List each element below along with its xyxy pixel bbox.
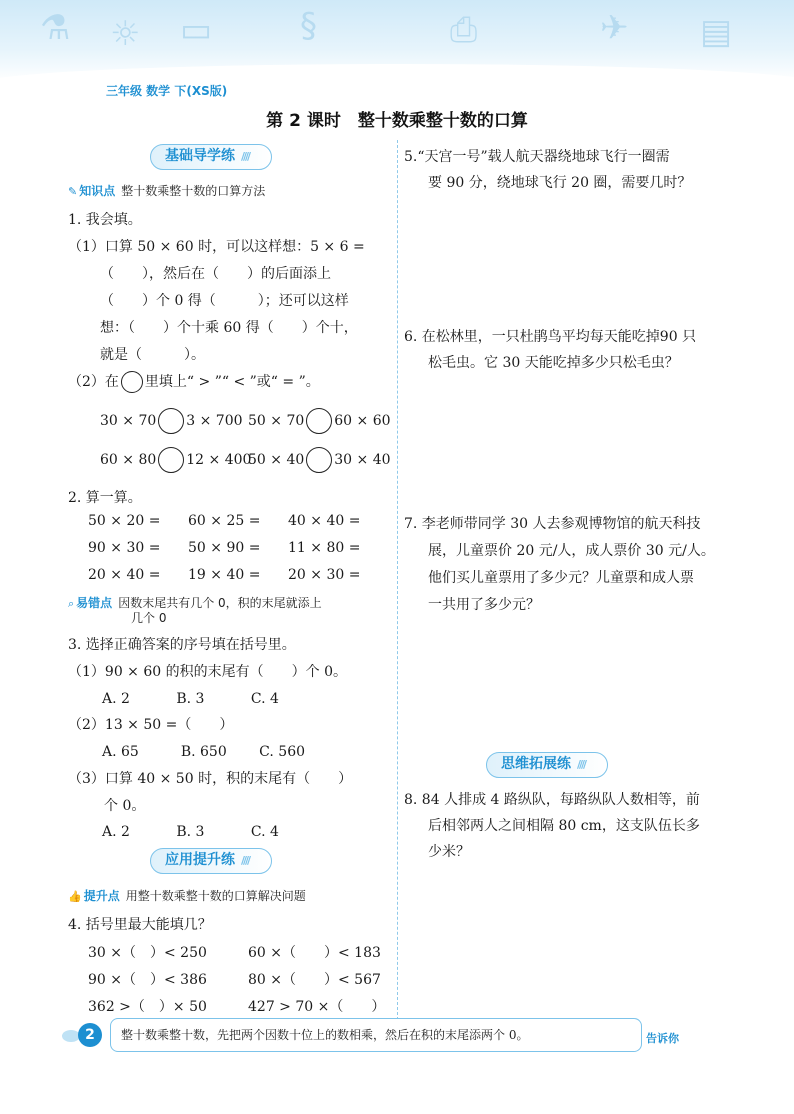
question-3-1: （1）90 × 60 的积的末尾有（ ）个 0。 <box>68 664 347 680</box>
flask-icon: ⚗ <box>40 8 71 48</box>
fill-item: 30 ×（ ）< 250 <box>88 945 207 961</box>
header-banner <box>0 0 794 82</box>
section-applied-practice <box>150 848 272 874</box>
answer-circle[interactable] <box>306 408 332 434</box>
tag-label: 提升点 <box>83 889 120 903</box>
bars-icon: //// <box>577 758 586 771</box>
choice-options: A. 65 B. 650 C. 560 <box>102 744 306 760</box>
tag-text: 几个 0 <box>131 611 167 625</box>
question-3: 3. 选择正确答案的序号填在括号里。 <box>68 637 296 653</box>
tag-text: 用整十数乘整十数的口算解决问题 <box>125 889 306 903</box>
book-icon: ▤ <box>700 12 733 52</box>
q2-suffix: 里填上“ > ”“ < ”或“ = ”。 <box>144 374 320 390</box>
calc-item: 11 × 80 = <box>288 540 361 556</box>
banner-wave <box>0 64 794 82</box>
question-6-cont: 松毛虫。它 30 天能吃掉多少只松毛虫？ <box>428 355 679 371</box>
fill-item: 60 ×（ ）< 183 <box>248 945 381 961</box>
book-icon: ▭ <box>180 10 213 50</box>
compare-left: 50 × 40 <box>248 452 305 468</box>
question-2: 2. 算一算。 <box>68 490 142 506</box>
question-5-cont: 要 90 分，绕地球飞行 20 圈，需要几时？ <box>428 175 692 191</box>
question-8-cont: 少米？ <box>428 844 470 860</box>
calc-item: 19 × 40 = <box>188 567 261 583</box>
question-1-line: （ ），然后在（ ）的后面添上 <box>100 266 331 282</box>
answer-circle[interactable] <box>158 447 184 473</box>
fill-item: 90 ×（ ）< 386 <box>88 972 207 988</box>
question-1-2 <box>68 371 320 393</box>
compare-right: 30 × 40 <box>334 452 391 468</box>
tip-box <box>110 1018 642 1052</box>
question-1-line: （ ）个 0 得（ ）；还可以这样 <box>100 293 349 309</box>
section-title: 应用提升练 <box>165 852 235 868</box>
answer-circle[interactable] <box>306 447 332 473</box>
satellite-icon: ✈ <box>600 8 629 48</box>
bars-icon: //// <box>241 150 250 163</box>
section-title: 思维拓展练 <box>501 756 571 772</box>
choice-options: A. 2 B. 3 C. 4 <box>102 691 279 707</box>
calc-item: 50 × 20 = <box>88 513 161 529</box>
dna-icon: § <box>300 6 317 46</box>
compare-left: 50 × 70 <box>248 413 305 429</box>
tag-text: 整十数乘整十数的口算方法 <box>121 184 266 198</box>
knowledge-tag <box>68 182 265 199</box>
compare-row <box>248 408 391 434</box>
pencil-icon: ✎ <box>68 185 78 198</box>
fill-item: 362 >（ ）× 50 <box>88 999 207 1015</box>
bars-icon: //// <box>241 854 250 867</box>
compare-right: 12 × 400 <box>186 452 252 468</box>
question-1-line: 就是（ ）。 <box>100 347 205 363</box>
mistake-tag-continued <box>131 609 166 626</box>
compare-left: 60 × 80 <box>100 452 157 468</box>
question-3-3: （3）口算 40 × 50 时，积的末尾有（ ） <box>68 771 353 787</box>
tag-text: 因数末尾共有几个 0，积的末尾就添上 <box>118 596 322 610</box>
compare-row <box>100 447 251 473</box>
calc-item: 90 × 30 = <box>88 540 161 556</box>
lesson-title: 第 2 课时 整十数乘整十数的口算 <box>266 111 528 131</box>
tag-label: 易错点 <box>76 596 113 610</box>
question-7: 7. 李老师带同学 30 人去参观博物馆的航天科技 <box>404 516 701 532</box>
fill-item: 80 ×（ ）< 567 <box>248 972 381 988</box>
answer-circle[interactable] <box>158 408 184 434</box>
question-7-cont: 展，儿童票价 20 元/人，成人票价 30 元/人。 <box>428 543 715 559</box>
compare-right: 3 × 700 <box>186 413 243 429</box>
question-5: 5.“天宫一号”载人航天器绕地球飞行一圈需 <box>404 149 670 165</box>
section-basic-practice <box>150 144 272 170</box>
question-1-line: （1）口算 50 × 60 时，可以这样想：5 × 6 = <box>68 239 365 255</box>
question-3-3-cont: 个 0。 <box>104 798 146 814</box>
question-8-cont: 后相邻两人之间相隔 80 cm，这支队伍长多 <box>428 818 700 834</box>
question-1-line: 想：（ ）个十乘 60 得（ ）个十， <box>100 320 358 336</box>
q2-prefix: （2）在 <box>68 374 119 390</box>
calc-item: 40 × 40 = <box>288 513 361 529</box>
bulb-icon: ☼ <box>110 14 141 54</box>
answer-circle[interactable] <box>121 371 143 393</box>
printer-icon: ⎙ <box>450 10 478 50</box>
question-3-2: （2）13 × 50 =（ ） <box>68 717 234 733</box>
magnifier-icon: ⌕ <box>68 597 75 610</box>
tell-you-label: 告诉你 <box>646 1032 679 1045</box>
question-1: 1. 我会填。 <box>68 212 142 228</box>
question-4: 4. 括号里最大能填几？ <box>68 917 212 933</box>
question-7-cont: 他们买儿童票用了多少元？儿童票和成人票 <box>428 570 694 586</box>
question-6: 6. 在松林里，一只杜鹃鸟平均每天能吃掉90 只 <box>404 329 697 345</box>
fill-item: 427 > 70 ×（ ） <box>248 999 386 1015</box>
compare-right: 60 × 60 <box>334 413 391 429</box>
thumbs-up-icon: 👍 <box>68 890 82 903</box>
column-divider <box>397 140 398 1020</box>
compare-row <box>100 408 243 434</box>
compare-row <box>248 447 391 473</box>
section-title: 基础导学练 <box>165 148 235 164</box>
tip-text: 整十数乘整十数，先把两个因数十位上的数相乘，然后在积的末尾添两个 0。 <box>121 1028 529 1042</box>
calc-item: 20 × 30 = <box>288 567 361 583</box>
choice-options: A. 2 B. 3 C. 4 <box>102 824 279 840</box>
tag-label: 知识点 <box>79 184 116 198</box>
question-7-cont: 一共用了多少元？ <box>428 597 540 613</box>
calc-item: 60 × 25 = <box>188 513 261 529</box>
page-number: 2 <box>78 1023 102 1047</box>
calc-item: 50 × 90 = <box>188 540 261 556</box>
calc-item: 20 × 40 = <box>88 567 161 583</box>
improve-tag <box>68 887 306 904</box>
mistake-tag <box>68 594 322 611</box>
compare-left: 30 × 70 <box>100 413 157 429</box>
grade-label: 三年级 数学 下(XS版) <box>106 84 228 98</box>
question-8: 8. 84 人排成 4 路纵队，每路纵队人数相等，前 <box>404 792 700 808</box>
section-extension-practice <box>486 752 608 778</box>
